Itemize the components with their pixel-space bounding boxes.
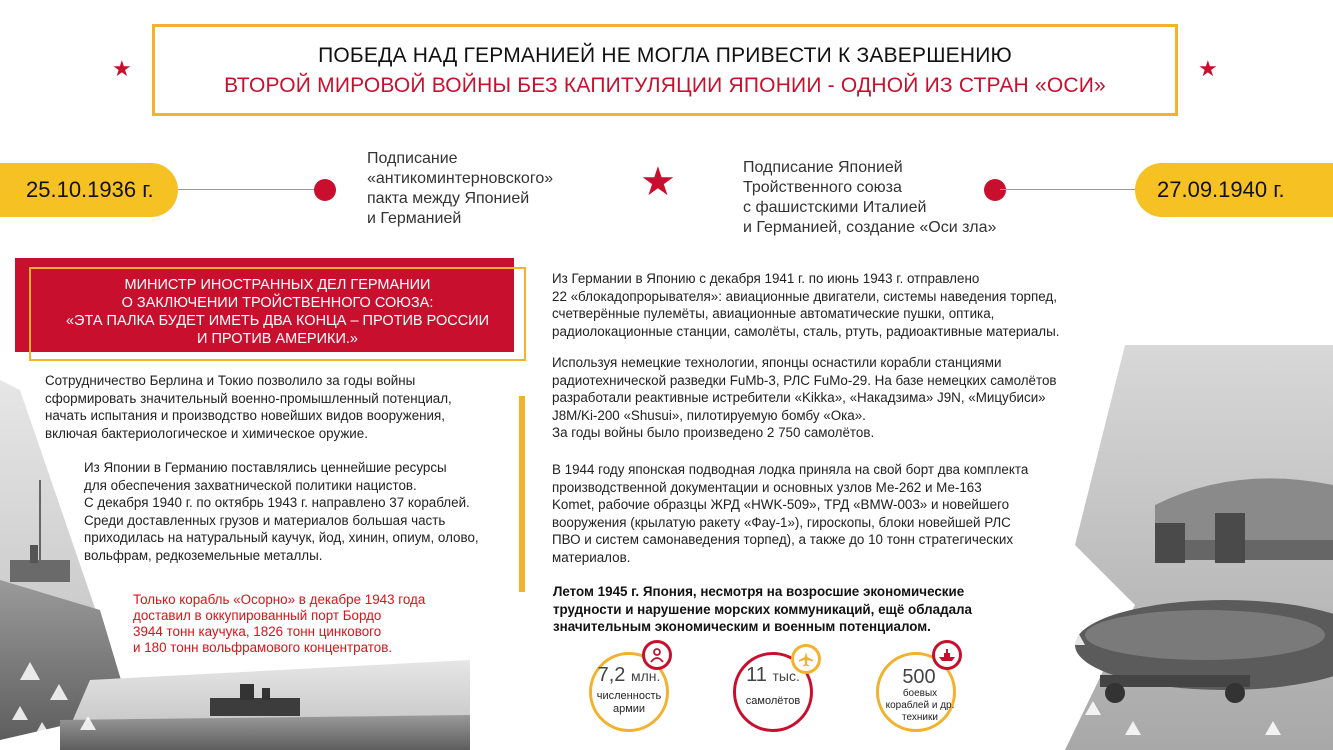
timeline-text-right: Подписание Японией Тройственного союза с фашистскими Италией и Германией, создание «Оси зла» bbox=[743, 159, 997, 236]
timeline-dot-right bbox=[984, 179, 1006, 201]
left-paragraph-2: Из Японии в Германию поставлялись ценнейшие ресурсы для обеспечения захватнической политики нацистов. С декабря 1940 г. по октябрь 1943 г. направлено 37 кораблей. Среди доставленных грузов и материалов большая часть приходилась на натуральный каучук, йод, хинин, опиум, олово, вольфрам, редкоземельные металлы. bbox=[84, 460, 479, 563]
timeline-dot-left bbox=[314, 179, 336, 201]
left-paragraph-1: Сотрудничество Берлина и Токио позволило за годы войны сформировать значительный военно-промышленный потенциал, начать испытания и производство новейших видов вооружения, включая бактериологическое и химическое оружие. bbox=[45, 373, 452, 441]
star-icon-left: ★ bbox=[112, 56, 132, 81]
left-highlight-red: Только корабль «Осорно» в декабре 1943 года доставил в оккупированный порт Бордо 3944 тонн каучука, 1826 тонн цинкового и 180 тонн вольфрамового концентратов. bbox=[133, 592, 426, 655]
date-left: 25.10.1936 г. bbox=[0, 163, 178, 217]
timeline-line-right bbox=[1000, 189, 1135, 190]
stat-planes-value: 11 тыс. bbox=[746, 664, 800, 686]
timeline-line-left bbox=[178, 189, 318, 190]
right-paragraph-1: Из Германии в Японию с декабря 1941 г. по июнь 1943 г. отправлено 22 «блокадопрорывателя»: авиационные двигатели, системы наведения торпед, счетверённые пулемёты, авиационные автоматические пушки, оптика, радиолокационные станции, самолёты, сталь, ртуть, радиоактивные материалы. bbox=[552, 271, 1060, 339]
title-line-2: ВТОРОЙ МИРОВОЙ ВОЙНЫ БЕЗ КАПИТУЛЯЦИИ ЯПОНИИ - ОДНОЙ ИЗ СТРАН «ОСИ» bbox=[224, 74, 1106, 97]
stat-planes-label: самолётов bbox=[745, 695, 801, 707]
vertical-accent-bar bbox=[519, 396, 525, 592]
title-frame bbox=[152, 24, 1178, 116]
star-icon-right: ★ bbox=[1198, 56, 1218, 81]
stat-army-label: численность армии bbox=[596, 690, 662, 715]
star-icon-center: ★ bbox=[640, 160, 676, 204]
stat-ships-value: 500 bbox=[902, 666, 936, 688]
timeline-text-left: Подписание «антикоминтерновского» пакта между Японией и Германией bbox=[367, 150, 554, 227]
right-paragraph-2: Используя немецкие технологии, японцы оснастили корабли станциями радиотехнической разведки FuMb-3, РЛС FuMo-29. На базе немецких самолётов разработали реактивные истребители «Kikka», «Накадзима» J9N, «Мицубиси» J8M/Ki-200 «Shusui», пилотируемую бомбу «Ока». За годы войны было произведено 2 750 самолётов. bbox=[552, 355, 1057, 440]
title-line-1: ПОБЕДА НАД ГЕРМАНИЕЙ НЕ МОГЛА ПРИВЕСТИ К ЗАВЕРШЕНИЮ bbox=[318, 44, 1012, 67]
stat-ships-label: боевых кораблей и др. техники bbox=[885, 688, 955, 723]
date-right: 27.09.1940 г. bbox=[1135, 163, 1333, 217]
quote-text: МИНИСТР ИНОСТРАННЫХ ДЕЛ ГЕРМАНИИ О ЗАКЛЮЧЕНИИ ТРОЙСТВЕННОГО СОЮЗА: «ЭТА ПАЛКА БУДЕТ ИМЕТЬ ДВА КОНЦА – ПРОТИВ РОССИИ И ПРОТИВ АМЕРИКИ.» bbox=[65, 277, 490, 347]
stat-army-value: 7,2 млн. bbox=[597, 664, 661, 686]
right-summary-bold: Летом 1945 г. Япония, несмотря на возросшие экономические трудности и нарушение морских коммуникаций, ещё обладала значительным экономическим и военным потенциалом. bbox=[553, 584, 972, 634]
right-paragraph-3: В 1944 году японская подводная лодка приняла на свой борт два комплекта производственной документации и основных узлов Ме-262 и Ме-163 Komet, рабочие образцы ЖРД «HWK-509», ТРД «BMW-003» и новейшего вооружения (крылатую ракету «Фау-1»), гироскопы, блоки новейшей РЛС ПВО и систем самонаведения торпед), а также до 10 тонн стратегических материалов. bbox=[552, 462, 1029, 565]
